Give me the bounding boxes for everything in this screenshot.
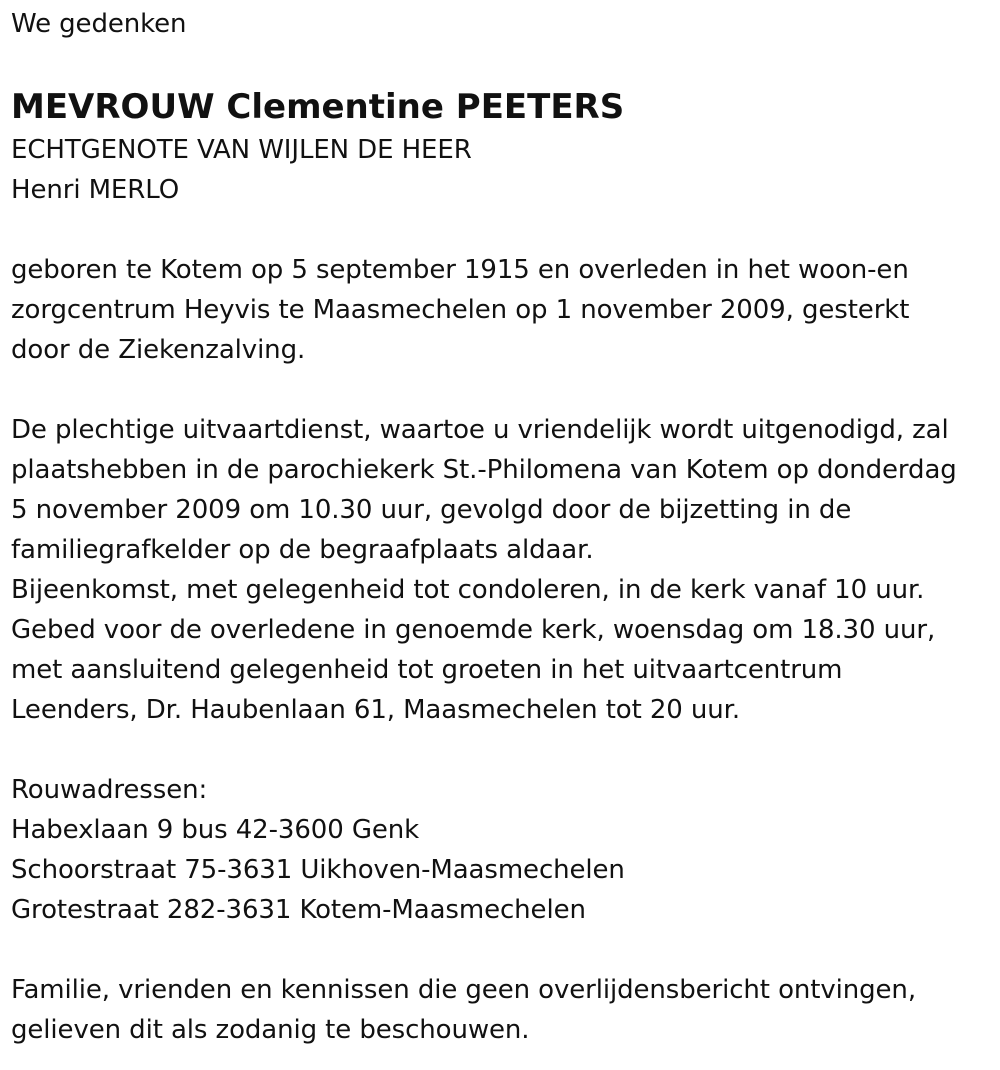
paragraph-line: familiegrafkelder op de begraafplaats aldaar. [11,535,594,565]
service-paragraph [11,410,996,730]
spouse-line-1: ECHTGENOTE VAN WIJLEN DE HEER [11,135,472,165]
obituary-notice [11,4,996,1050]
address-line: Habexlaan 9 bus 42-3600 Genk [11,815,420,845]
addresses-section [11,770,996,930]
paragraph-line: Leenders, Dr. Haubenlaan 61, Maasmechelen tot 20 uur. [11,695,741,725]
paragraph-line: Bijeenkomst, met gelegenheid tot condoleren, in de kerk vanaf 10 uur. [11,575,925,605]
paragraph-line: door de Ziekenzalving. [11,335,306,365]
addresses-heading: Rouwadressen: [11,775,208,805]
deceased-name: MEVROUW Clementine PEETERS [11,87,625,127]
address-line: Schoorstraat 75-3631 Uikhoven-Maasmechelen [11,855,625,885]
spacer [11,370,996,410]
spacer [11,210,996,250]
intro-text: We gedenken [11,9,187,39]
paragraph-line: Gebed voor de overledene in genoemde kerk, woensdag om 18.30 uur, [11,615,936,645]
paragraph-line: geboren te Kotem op 5 september 1915 en overleden in het woon-en [11,255,909,285]
paragraph-line: gelieven dit als zodanig te beschouwen. [11,1015,530,1045]
spacer [11,730,996,770]
spacer [11,930,996,970]
spouse-line-2: Henri MERLO [11,175,180,205]
paragraph-line: Familie, vrienden en kennissen die geen overlijdensbericht ontvingen, [11,975,916,1005]
paragraph-line: De plechtige uitvaartdienst, waartoe u vriendelijk wordt uitgenodigd, zal [11,415,949,445]
paragraph-line: met aansluitend gelegenheid tot groeten in het uitvaartcentrum [11,655,843,685]
birth-death-paragraph [11,250,996,370]
address-line: Grotestraat 282-3631 Kotem-Maasmechelen [11,895,586,925]
paragraph-line: 5 november 2009 om 10.30 uur, gevolgd door de bijzetting in de [11,495,852,525]
paragraph-line: zorgcentrum Heyvis te Maasmechelen op 1 november 2009, gesterkt [11,295,910,325]
closing-paragraph [11,970,996,1050]
paragraph-line: plaatshebben in de parochiekerk St.-Philomena van Kotem op donderdag [11,455,957,485]
